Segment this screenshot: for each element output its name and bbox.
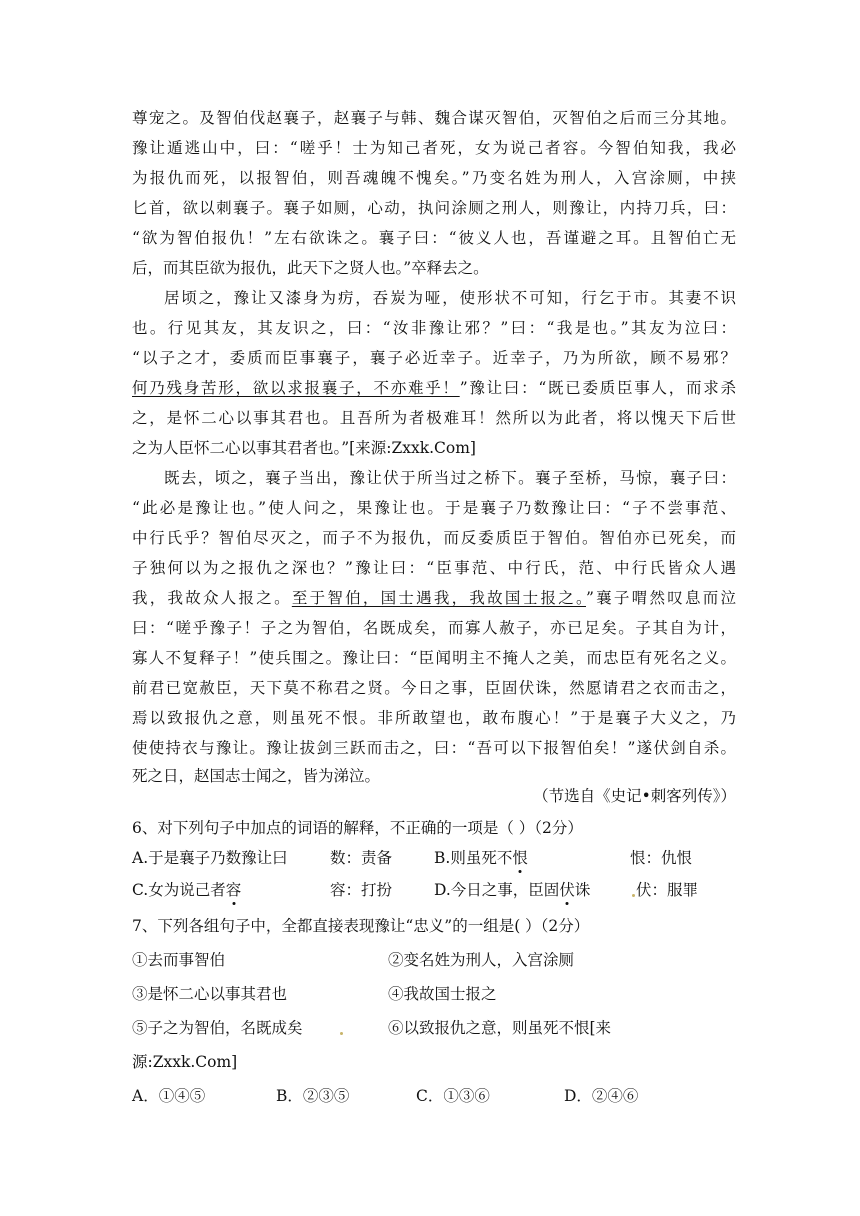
q6-option-c (132, 880, 241, 900)
passage-line: 使使持衣与豫让。豫让拔剑三跃而击之，曰：“吾可以下报智伯矣！”遂伏剑自杀。 (132, 739, 736, 757)
passage-line: 豫让遁逃山中，曰：“嗟乎！士为知己者死，女为说己者容。今智伯知我，我必 (132, 139, 736, 157)
q7-option-d: D．②④⑥ (564, 1087, 639, 1105)
passage-line: 前君已宽赦臣，天下莫不称君之贤。今日之事，臣固伏诛，然愿请君之衣而击之， (132, 679, 736, 697)
q6-option-a: A.于是襄子乃数豫让曰 (132, 849, 288, 867)
passage-line-underlined (132, 378, 736, 398)
q6-option-b (434, 848, 528, 868)
passage-line: “欲为智伯报仇！”左右欲诛之。襄子曰：“彼义人也，吾谨避之耳。且智伯亡无 (132, 229, 736, 247)
passage-line: 之，是怀二心以事其君也。且吾所为者极难耳！然所以为此者，将以愧天下后世 (132, 409, 736, 427)
q6-option-c-text: C.女为说己者 (132, 881, 226, 899)
passage-line-rest: ”豫让曰：“既已委质臣事人，而求杀 (459, 379, 736, 397)
passage-line: 寡人不复释子！”使兵围之。豫让曰：“臣闻明主不掩人之美，而忠臣有死名之义。 (132, 649, 736, 667)
passage-line: 也。行见其友，其友识之，曰：“汝非豫让邪？”曰：“我是也。”其友为泣曰： (132, 319, 736, 337)
passage-line: 焉以致报仇之意，则虽死不恨。非所敢望也，敢布腹心！”于是襄子大义之，乃 (132, 709, 736, 727)
passage-line: 居顷之，豫让又漆身为疠，吞炭为哑，使形状不可知，行乞于市。其妻不识 (164, 289, 736, 307)
passage-line: 匕首，欲以刺襄子。襄子如厕，心动，执问涂厕之刑人，则豫让，内持刀兵，曰： (132, 199, 736, 217)
q7-item: ②变名姓为刑人，入宫涂厕 (388, 951, 575, 969)
passage-line-start: 我，我故众人报之。 (132, 589, 292, 607)
passage-line: 曰：“嗟乎豫子！子之为智伯，名既成矣，而寡人赦子，亦已足矣。子其自为计， (132, 619, 736, 637)
q6-option-d-text: D.今日之事，臣固 (434, 881, 560, 899)
passage-line: “以子之才，委质而臣事襄子，襄子必近幸子。近幸子，乃为所欲，顾不易邪？ (132, 349, 736, 367)
passage-line-underlined (132, 588, 736, 608)
q6-option-a-gloss: 数：责备 (330, 849, 393, 867)
q7-option-a: A．①④⑤ (132, 1087, 206, 1105)
underlined-sentence: 至于智伯，国士遇我，我故国士报之。 (291, 589, 586, 607)
q7-item: ③是怀二心以事其君也 (132, 985, 288, 1003)
passage-line: 死之日，赵国志士闻之，皆为涕泣。 (132, 767, 381, 785)
passage-line: 既去，顷之，襄子当出，豫让伏于所当过之桥下。襄子至桥，马惊，襄子曰： (164, 469, 736, 487)
q6-option-d-text-end: 诛 (574, 881, 591, 899)
dotted-char: 容 (225, 881, 242, 899)
scan-speck (340, 1032, 343, 1035)
question-7-stem: 7、下列各组句子中，全都直接表现豫让“忠义”的一组是( ）（2分） (132, 917, 590, 935)
passage-line-rest: ”襄子喟然叹息而泣 (585, 589, 736, 607)
q7-item: ④我故国士报之 (388, 985, 497, 1003)
passage-line: 尊宠之。及智伯伐赵襄子，赵襄子与韩、魏合谋灭智伯，灭智伯之后而三分其地。 (132, 109, 736, 127)
q6-option-d-gloss: 伏：服罪 (636, 881, 699, 899)
passage-line: “此必是豫让也。”使人问之，果豫让也。于是襄子乃数豫让曰：“子不尝事范、 (132, 499, 736, 517)
dotted-char: 伏 (559, 881, 575, 899)
q6-option-b-text: B.则虽死不 (434, 849, 513, 867)
q7-item: 源:Zxxk.Com] (132, 1053, 238, 1071)
underlined-sentence: 何乃残身苦形，欲以求报襄子，不亦难乎！ (132, 379, 460, 397)
passage-line: 后，而其臣欲为报仇，此天下之贤人也。”卒释去之。 (132, 259, 489, 277)
q6-option-d (434, 880, 590, 900)
passage-line: 为报仇而死，以报智伯，则吾魂魄不愧矣。”乃变名姓为刑人，入宫涂厕，中挟 (132, 169, 736, 187)
passage-line: 子独何以为之报仇之深也？”豫让曰：“臣事范、中行氏，范、中行氏皆众人遇 (132, 559, 736, 577)
q6-option-c-gloss: 容：打扮 (330, 881, 393, 899)
passage-line: 之为人臣怀二心以事其君者也。”[来源:Zxxk.Com] (132, 439, 476, 457)
source-citation: （节选自《史记•刺客列传》） (533, 787, 736, 805)
q7-option-c: C．①③⑥ (416, 1087, 490, 1105)
q7-item: ⑤子之为智伯，名既成矣 (132, 1019, 303, 1037)
q6-option-b-gloss: 恨：仇恨 (630, 849, 693, 867)
scan-speck (632, 894, 635, 897)
q7-item: ①去而事智伯 (132, 951, 226, 969)
question-6-stem: 6、对下列句子中加点的词语的解释，不正确的一项是（ ）（2分） (132, 819, 583, 837)
q7-item: ⑥以致报仇之意，则虽死不恨[来 (388, 1019, 612, 1037)
q7-option-b: B．②③⑤ (276, 1087, 350, 1105)
dotted-char: 恨 (512, 849, 528, 867)
passage-line: 中行氏乎？智伯尽灭之，而子不为报仇，而反委质臣于智伯。智伯亦已死矣，而 (132, 529, 736, 547)
